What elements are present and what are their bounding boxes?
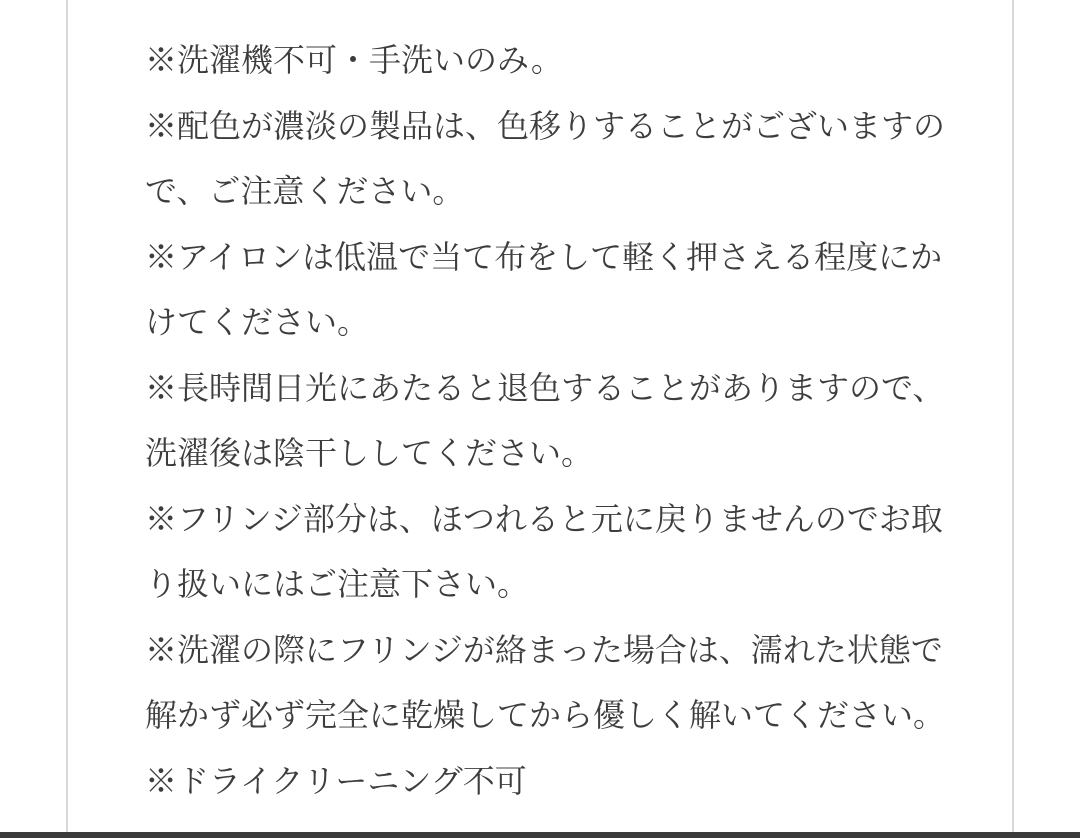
care-note-line: 洗濯後は陰干ししてください。 <box>145 435 594 471</box>
bottom-bar <box>0 832 1080 838</box>
left-column-divider <box>66 0 68 833</box>
care-note-line: 解かず必ず完全に乾燥してから優しく解いてください。 <box>145 697 946 733</box>
care-note-line: ※洗濯機不可・手洗いのみ。 <box>145 42 563 78</box>
care-note-line: けてください。 <box>145 304 370 340</box>
care-note-line: ※長時間日光にあたると退色することがありますので、 <box>145 369 945 406</box>
right-column-divider <box>1012 0 1014 833</box>
care-note-line: ※配色が濃淡の製品は、色移りすることがございますの <box>145 107 946 144</box>
care-note-line: ※ドライクリーニング不可 <box>145 762 527 799</box>
care-note-line: で、ご注意ください。 <box>145 173 465 209</box>
care-instructions-text-block <box>145 28 955 814</box>
care-note-line: り扱いにはご注意下さい。 <box>145 566 530 602</box>
care-note-line: ※洗濯の際にフリンジが絡まった場合は、濡れた状態で <box>145 631 943 668</box>
care-note-line: ※フリンジ部分は、ほつれると元に戻りませんのでお取 <box>145 500 943 537</box>
care-note-line: ※アイロンは低温で当て布をして軽く押さえる程度にか <box>145 238 943 275</box>
